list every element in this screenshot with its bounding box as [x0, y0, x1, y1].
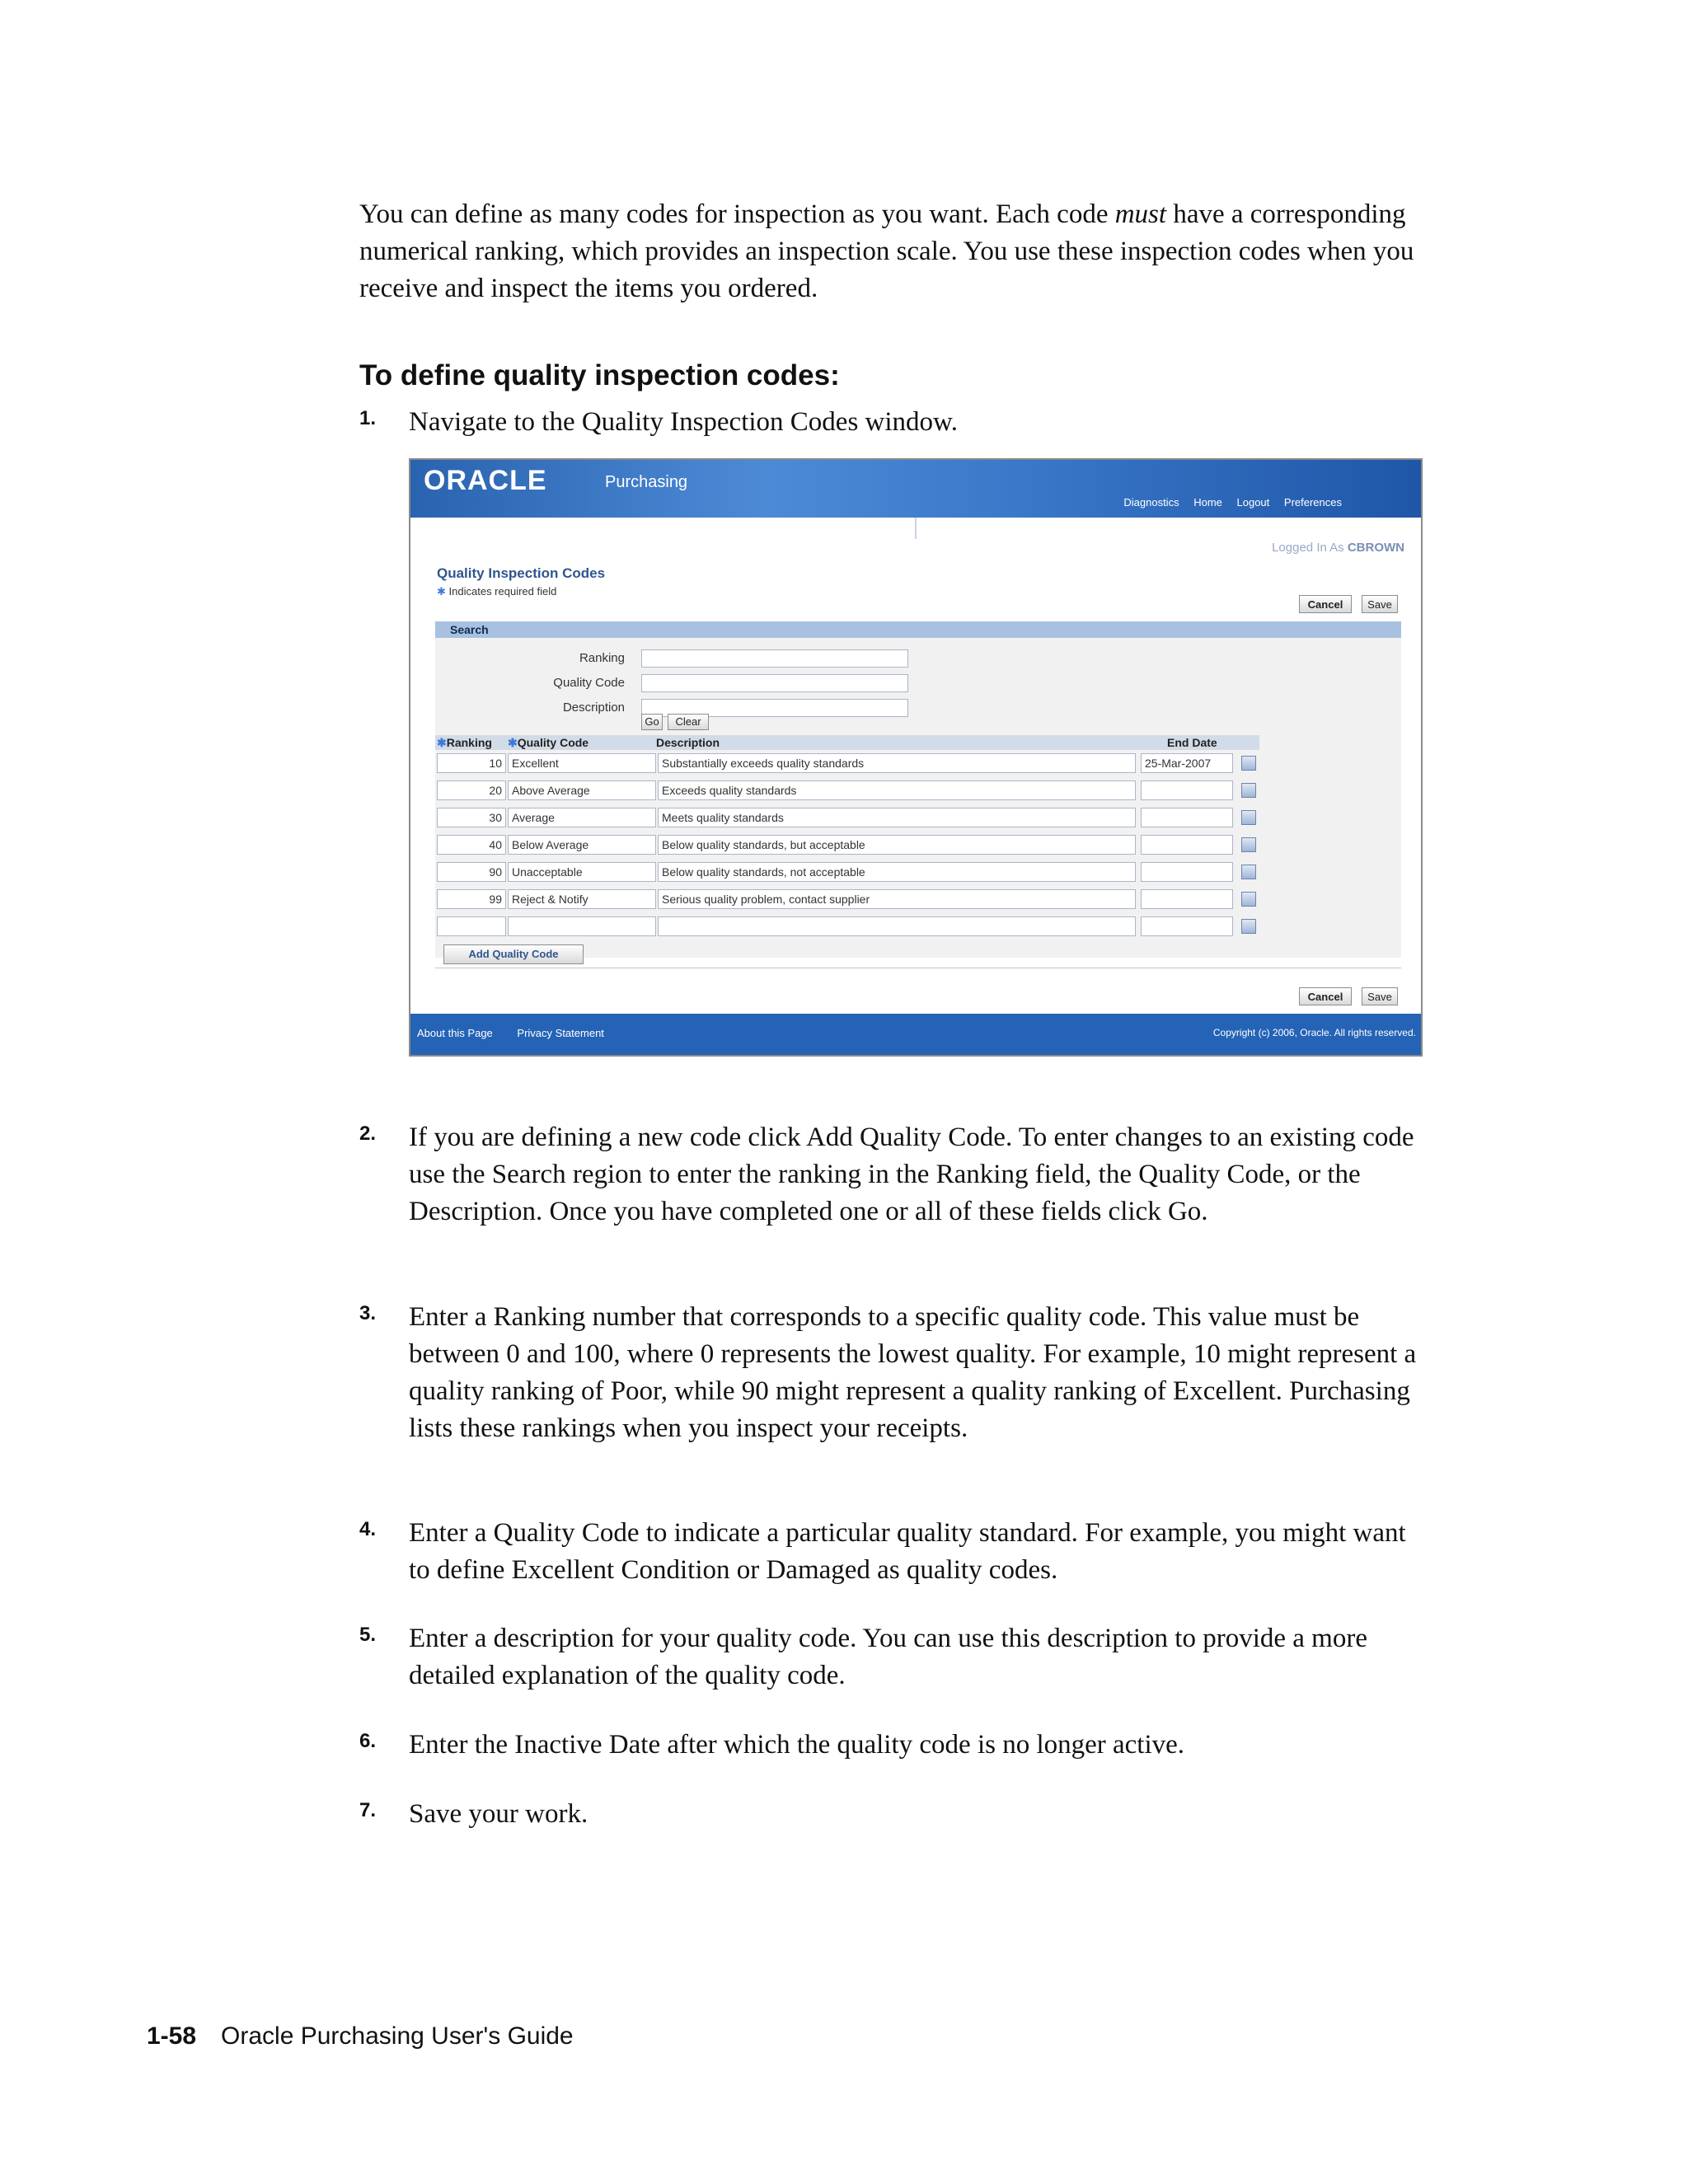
quality-code-cell[interactable]: Below Average [508, 835, 656, 855]
step-number: 7. [359, 1799, 377, 1821]
required-note-text: Indicates required field [448, 585, 557, 598]
step-6 [359, 1727, 1431, 1764]
app-footer [410, 1014, 1421, 1055]
step-number: 2. [359, 1122, 377, 1145]
step-text: Save your work. [409, 1799, 588, 1829]
description-column-header: Description [656, 736, 720, 749]
quality-code-column-text: Quality Code [517, 736, 589, 749]
search-header: Search [435, 621, 1401, 638]
page-number: 1-58 [147, 2022, 197, 2050]
save-button-bottom[interactable]: Save [1362, 987, 1398, 1005]
end-date-cell[interactable] [1141, 862, 1233, 882]
logged-in-user: CBROWN [1347, 541, 1404, 555]
calendar-icon[interactable] [1241, 837, 1256, 852]
quality-code-cell[interactable]: Reject & Notify [508, 889, 656, 909]
preferences-link[interactable]: Preferences [1283, 496, 1342, 509]
intro-paragraph [359, 196, 1431, 307]
go-button[interactable]: Go [641, 714, 663, 730]
calendar-icon[interactable] [1241, 865, 1256, 879]
application-screenshot [409, 458, 1423, 1057]
document-title: Oracle Purchasing User's Guide [221, 2022, 574, 2050]
ranking-cell[interactable]: 40 [437, 835, 506, 855]
add-quality-code-button[interactable]: Add Quality Code [443, 944, 584, 964]
description-cell[interactable]: Substantially exceeds quality standards [658, 753, 1136, 773]
description-cell[interactable]: Exceeds quality standards [658, 780, 1136, 800]
about-page-link[interactable]: About this Page [417, 1027, 493, 1039]
required-star-icon: ✱ [437, 585, 446, 598]
quality-code-cell[interactable] [508, 916, 656, 936]
step-5 [359, 1620, 1431, 1694]
step-text: Enter a Quality Code to indicate a particular quality standard. For example, you might want to define Excellent Condition or Damaged as quality codes. [409, 1518, 1406, 1585]
description-cell[interactable] [658, 916, 1136, 936]
step-number: 1. [359, 407, 377, 429]
description-cell[interactable]: Meets quality standards [658, 808, 1136, 827]
intro-text-2: have a corresponding numerical ranking, which provides an inspection scale. You use these inspection codes when you receive and inspect the items you ordered. [359, 199, 1414, 303]
step-number: 6. [359, 1730, 377, 1752]
ranking-cell[interactable]: 90 [437, 862, 506, 882]
logged-in-label: Logged In As [1272, 541, 1344, 555]
privacy-statement-link[interactable]: Privacy Statement [517, 1027, 604, 1039]
page-footer [147, 2022, 574, 2050]
step-4 [359, 1515, 1431, 1589]
quality-code-cell[interactable]: Unacceptable [508, 862, 656, 882]
step-text: Navigate to the Quality Inspection Codes window. [409, 407, 958, 437]
ranking-cell[interactable]: 10 [437, 753, 506, 773]
step-3 [359, 1299, 1431, 1447]
ranking-cell[interactable]: 99 [437, 889, 506, 909]
quality-code-cell[interactable]: Average [508, 808, 656, 827]
intro-text: You can define as many codes for inspection as you want. Each code [359, 199, 1115, 229]
calendar-icon[interactable] [1241, 892, 1256, 907]
intro-emphasis: must [1114, 199, 1167, 229]
save-button-top[interactable]: Save [1362, 595, 1398, 613]
banner-divider [915, 518, 917, 539]
step-number: 4. [359, 1518, 377, 1540]
end-date-cell[interactable] [1141, 889, 1233, 909]
required-note [437, 585, 556, 598]
app-name: Purchasing [605, 473, 688, 491]
calendar-icon[interactable] [1241, 919, 1256, 934]
ranking-column-text: Ranking [446, 736, 492, 749]
ranking-search-input[interactable] [641, 649, 908, 668]
ranking-label: Ranking [579, 651, 625, 665]
cancel-button-bottom[interactable]: Cancel [1299, 987, 1352, 1005]
calendar-icon[interactable] [1241, 783, 1256, 798]
step-text: Enter the Inactive Date after which the quality code is no longer active. [409, 1730, 1185, 1760]
clear-button[interactable]: Clear [668, 714, 709, 730]
end-date-cell[interactable] [1141, 835, 1233, 855]
page-title: Quality Inspection Codes [437, 565, 606, 581]
description-cell[interactable]: Serious quality problem, contact supplier [658, 889, 1136, 909]
cancel-button-top[interactable]: Cancel [1299, 595, 1352, 613]
ranking-column-header [437, 735, 492, 750]
quality-code-column-header [508, 735, 588, 750]
calendar-icon[interactable] [1241, 756, 1256, 771]
table-header [435, 735, 1259, 750]
quality-code-cell[interactable]: Excellent [508, 753, 656, 773]
ranking-cell[interactable]: 20 [437, 780, 506, 800]
quality-code-search-input[interactable] [641, 674, 908, 692]
quality-code-label: Quality Code [553, 676, 625, 690]
home-link[interactable]: Home [1193, 496, 1222, 509]
step-text: Enter a description for your quality code. You can use this description to provide a more detailed explanation of the quality code. [409, 1624, 1367, 1690]
diagnostics-link[interactable]: Diagnostics [1123, 496, 1179, 509]
app-banner [410, 460, 1421, 518]
logged-in-status [1272, 541, 1404, 555]
ranking-cell[interactable]: 30 [437, 808, 506, 827]
copyright: Copyright (c) 2006, Oracle. All rights reserved. [1212, 1027, 1416, 1038]
step-number: 3. [359, 1302, 377, 1324]
logout-link[interactable]: Logout [1236, 496, 1270, 509]
step-7 [359, 1796, 1431, 1833]
step-text: If you are defining a new code click Add Quality Code. To enter changes to an existing code use the Search region to enter the ranking in the Ranking field, the Quality Code, or the Description. Once you have completed one or all of these fields click Go. [409, 1122, 1414, 1226]
global-links [1112, 496, 1342, 509]
step-number: 5. [359, 1624, 377, 1646]
calendar-icon[interactable] [1241, 810, 1256, 825]
step-text: Enter a Ranking number that corresponds to a specific quality code. This value must be between 0 and 100, where 0 represents the lowest quality. For example, 10 might represent a quality ranking of Poor, while 90 might represent a quality ranking of Excellent. Purchasing lists these rankings when you inspect your receipts. [409, 1302, 1417, 1443]
quality-code-cell[interactable]: Above Average [508, 780, 656, 800]
end-date-column-header: End Date [1167, 736, 1217, 749]
oracle-logo: ORACLE [424, 465, 547, 496]
required-star-icon: ✱ [437, 736, 447, 749]
step-1 [359, 404, 1431, 441]
ranking-cell[interactable] [437, 916, 506, 936]
end-date-cell[interactable] [1141, 808, 1233, 827]
description-cell[interactable]: Below quality standards, but acceptable [658, 835, 1136, 855]
section-heading: To define quality inspection codes: [359, 359, 840, 391]
description-cell[interactable]: Below quality standards, not acceptable [658, 862, 1136, 882]
end-date-cell[interactable]: 25-Mar-2007 [1141, 753, 1233, 773]
footer-links [417, 1027, 626, 1039]
required-star-icon: ✱ [508, 736, 518, 749]
end-date-cell[interactable] [1141, 916, 1233, 936]
step-2 [359, 1119, 1431, 1230]
end-date-cell[interactable] [1141, 780, 1233, 800]
description-label: Description [562, 701, 625, 715]
